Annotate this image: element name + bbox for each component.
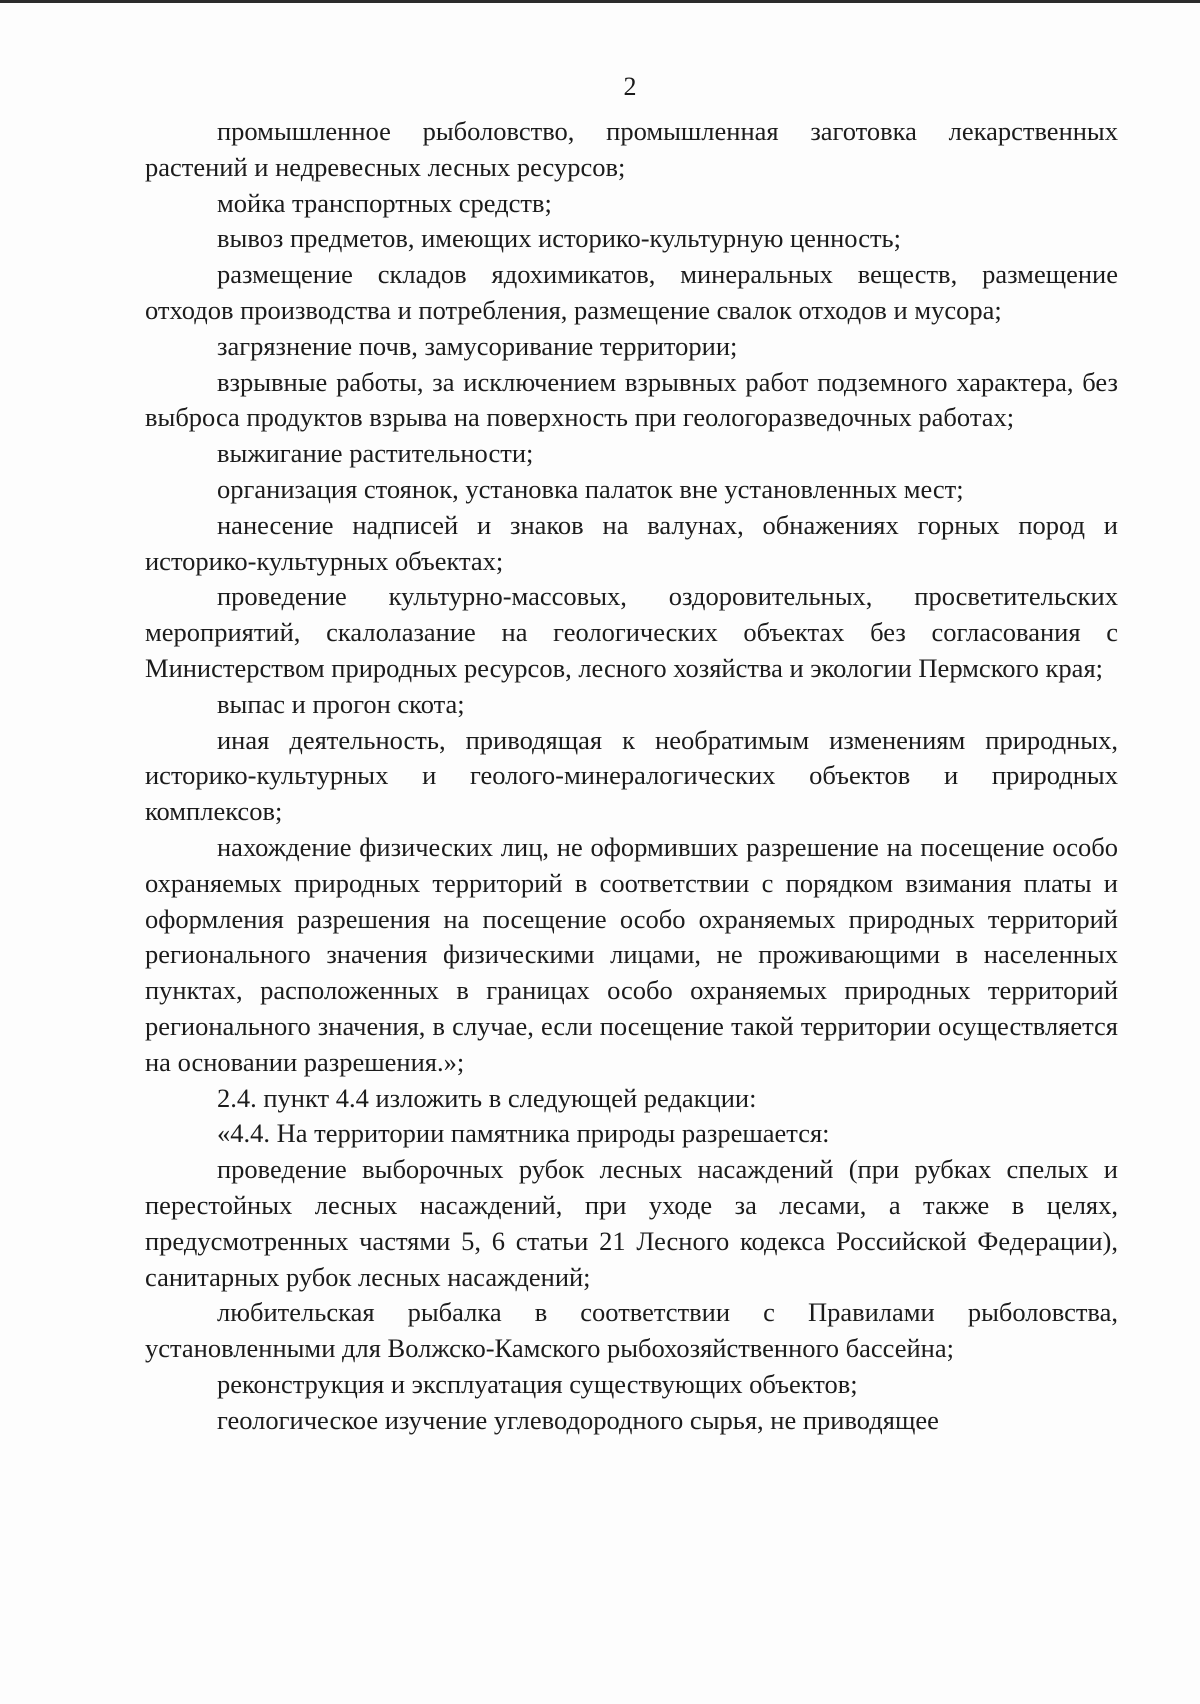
paragraph: загрязнение почв, замусоривание территории; (217, 330, 738, 361)
paragraph: выпас и прогон скота; (217, 688, 465, 719)
paragraph: любительская рыбалка в соответствии с Правилами рыболовства, установленными для Волжско-Камского рыбохозяйственного бассейна; (145, 1297, 1118, 1364)
paragraph: вывоз предметов, имеющих историко-культурную ценность; (217, 223, 902, 254)
paragraph: нахождение физических лиц, не оформивших разрешение на посещение особо охраняемых природных территорий в соответствии с порядком взимания платы и оформления разрешения на посещение особо охраняемых природных территорий регионального значения физическими лицами, не проживающими в населенных пунктах, расположенных в границах особо охраняемых природных территорий регионального значения, в случае, если посещение такой территории осуществляется на основании разрешения.»; (145, 831, 1118, 1077)
paragraph: промышленное рыболовство, промышленная заготовка лекарственных растений и недревесных лесных ресурсов; (145, 116, 1118, 182)
paragraph: размещение складов ядохимикатов, минеральных веществ, размещение отходов производства и потребления, размещение свалок отходов и мусора; (145, 259, 1118, 325)
paragraph: «4.4. На территории памятника природы разрешается: (217, 1118, 830, 1149)
paragraph: взрывные работы, за исключением взрывных работ подземного характера, без выброса продуктов взрыва на поверхность при геологоразведочных работах; (145, 366, 1118, 433)
paragraph: нанесение надписей и знаков на валунах, обнажениях горных пород и историко-культурных объектах; (145, 509, 1118, 576)
paragraph: иная деятельность, приводящая к необратимым изменениям природных, историко-культурных и геолого-минералогических объектов и природных комплексов; (145, 724, 1118, 827)
paragraph: геологическое изучение углеводородного сырья, не приводящее (217, 1404, 939, 1435)
paragraph: мойка транспортных средств; (217, 187, 552, 218)
paragraph: проведение выборочных рубок лесных насаждений (при рубках спелых и перестойных лесных насаждений, при уходе за лесами, а также в целях, предусмотренных частями 5, 6 статьи 21 Лесного кодекса Российской Федерации), санитарных рубок лесных насаждений; (145, 1154, 1118, 1292)
paragraph: 2.4. пункт 4.4 изложить в следующей редакции: (217, 1082, 757, 1113)
scan-top-edge (0, 0, 1200, 3)
paragraph: организация стоянок, установка палаток вне установленных мест; (217, 473, 964, 504)
paragraph: выжигание растительности; (217, 438, 534, 469)
page-number: 2 (623, 72, 637, 101)
paragraph: проведение культурно-массовых, оздоровительных, просветительских мероприятий, скалолазание на геологических объектах без согласования с Министерством природных ресурсов, лесного хозяйства и экологии Пермского края; (145, 581, 1118, 683)
document-body (145, 114, 1118, 1438)
paragraph: реконструкция и эксплуатация существующих объектов; (217, 1368, 858, 1399)
